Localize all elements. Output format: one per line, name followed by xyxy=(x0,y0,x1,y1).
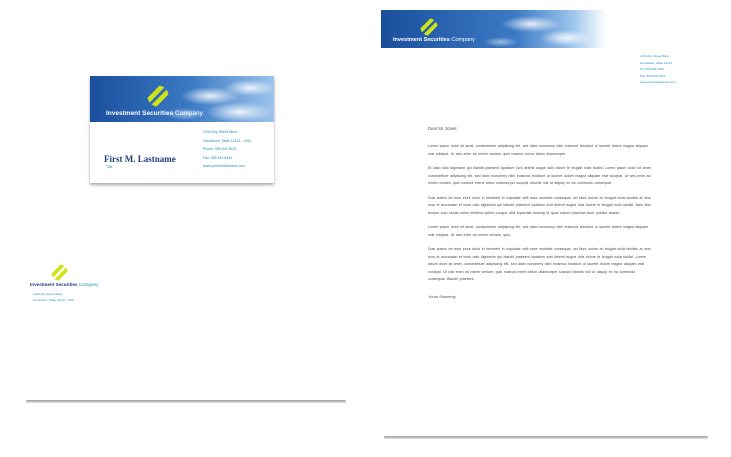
letterhead-address-line: 1234 Any Street West xyxy=(640,54,669,58)
letter-paragraph: Lorem ipsum dolor sit amet, consectetuer adipiscing elit, sed diam nonummy nibh euismod tincidunt ut laoreet dolore magna aliquam erat volutpat. Ut wisi enim ad minim veniam, quis nostrud exerci tation ullamcorper. xyxy=(428,144,649,156)
letterhead-company-name: Investment Securities Company xyxy=(393,37,475,43)
letter-body xyxy=(428,126,654,299)
envelope-logo-icon xyxy=(51,264,68,281)
card-line: www.yourwebsitehere.com xyxy=(203,164,245,169)
letter-paragraph: Et iusto odio dignissim qui blandit praesent luptatum zzril delenit augue duis dolore te feugait nulla facilisi. Lorem ipsum dolor sit amet, consectetuer adipiscing elit, sed diam nonummy nibh euismod tincidunt ut laoreet dolore magna aliquam erat volutpat. Ut wisi enim ad minim veniam, quis nostrud exerci tation ullamcorper suscipit lobortis nisl ut aliquip ex ea commodo consequat. xyxy=(428,166,652,185)
letter-paragraph: Duis autem vel eum iriure dolor in hendrerit in vulputate velit esse molestie consequat, vel illum dolore eu feugiat nulla facilisis at vero eros et accumsan et iusto odio dignissim qui blandit praesent luptatum zzril delenit augue duis dolore te feugait nulla facilisi. Lorem ipsum dolor sit amet, consectetuer adipiscing elit, sed diam nonummy nibh euismod tincidunt ut laoreet dolore magna aliquam erat volutpat. Ut wisi enim ad minim veniam, quis nostrud exerci tation ullamcorper suscipit lobortis nisl ut aliquip ex ea commodo consequat. Blandit praesent. xyxy=(428,247,651,281)
striped-circle-logo-icon xyxy=(147,85,169,107)
card-line: 1234 Any Street West xyxy=(203,130,237,134)
business-card xyxy=(90,76,274,183)
card-sky-banner xyxy=(90,76,274,122)
letter-salutation: Dear Mr. Jones: xyxy=(428,126,458,131)
envelope-address xyxy=(33,291,74,303)
letter-closing: Yours Sincerely, xyxy=(428,293,457,299)
card-line: Hometown, State 12121 - USA xyxy=(203,138,251,143)
card-contact-lines xyxy=(203,128,271,171)
letter-paragraph: Lorem ipsum dolor sit amet, consectetuer adipiscing elit, sed diam nonummy nibh euismod tincidunt ut laoreet dolore magna aliquam erat volutpat. Ut wisi enim ad minim veniam, quis. xyxy=(428,225,649,237)
right-page-shadow xyxy=(384,436,708,439)
card-person-title: Title xyxy=(106,165,113,169)
letterhead-address-line: Hometown, State 12121 xyxy=(640,60,673,65)
letterhead-address-line: Tel: 555 543 5432 xyxy=(640,67,664,71)
letterhead-logo-icon xyxy=(420,18,438,36)
envelope-company-name: Investment Securities Company xyxy=(30,282,99,287)
letterhead-address xyxy=(640,53,676,86)
card-line: Phone: 555 543 5432 xyxy=(203,147,237,152)
card-company-name: Investment Securities Company xyxy=(106,110,203,117)
left-page-shadow xyxy=(26,400,346,403)
letter-paragraph: Duis autem vel eum iriure dolor in hendrerit in vulputate velit esse molestie consequat, vel illum dolore eu feugiat nulla facilisis at vero eros et accumsan et iusto odio dignissim qui blandit praesent luptatum zzril delenit augue duis dolore te feugait nulla facilisi. Nam liber tempor cum soluta nobis eleifend option congue nihil imperdiet doming id quod mazim placerat facer possim assum. xyxy=(428,195,652,215)
card-person-name: First M. Lastname xyxy=(104,154,176,164)
letterhead-address-line: www.yourwebsitehere.com xyxy=(640,80,676,84)
letterhead-sky-banner xyxy=(381,10,606,48)
envelope-line: Hometown, State 12121 - USA xyxy=(33,298,75,302)
letterhead-address-line: Fax: 555 543 5433 xyxy=(640,73,666,78)
card-line: Fax: 555 543 5433 xyxy=(203,155,233,160)
envelope-line: 1234 Any Street West xyxy=(33,292,62,296)
